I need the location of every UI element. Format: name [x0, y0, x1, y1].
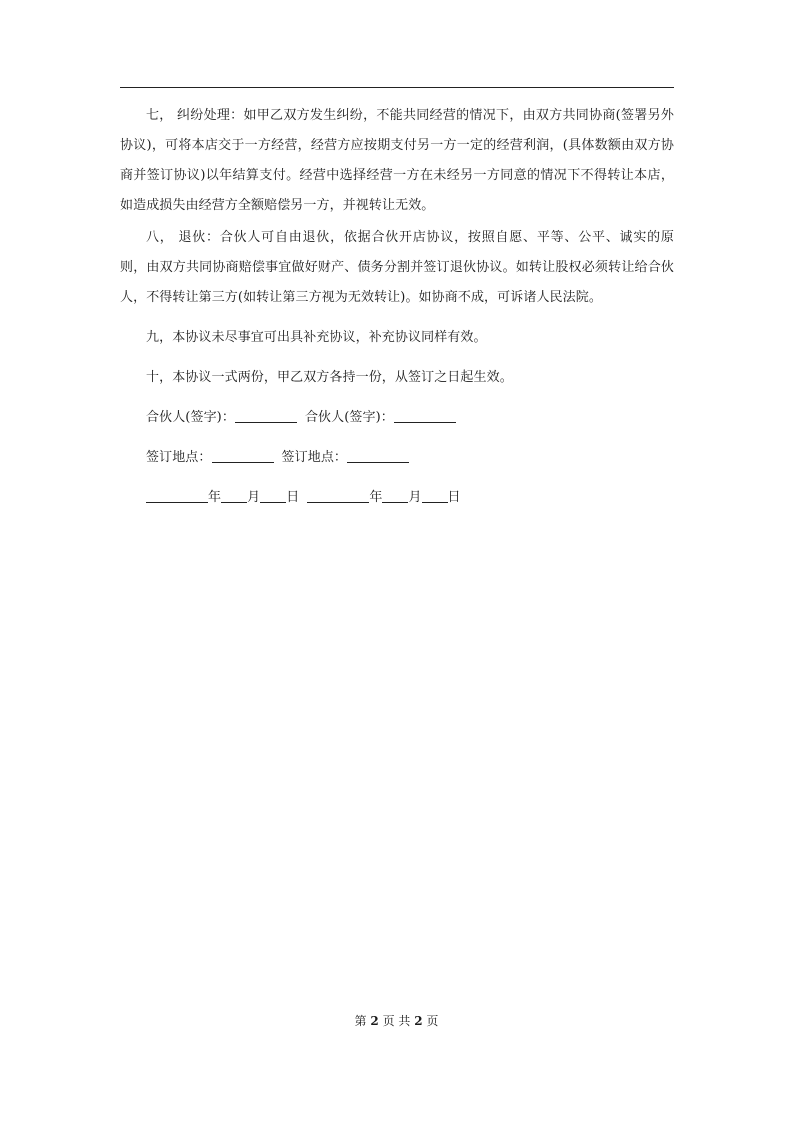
header-rule [120, 87, 674, 88]
place-line [120, 443, 674, 473]
current-page-number: 2 [370, 1014, 379, 1028]
day-char-1: 日 [286, 490, 300, 505]
day-blank-2 [422, 488, 448, 503]
day-blank-1 [260, 488, 286, 503]
footer-prefix: 第 [354, 1014, 367, 1028]
place-label-2: 签订地点： [281, 450, 348, 465]
total-page-number: 2 [414, 1014, 423, 1028]
signature-blank-2 [394, 408, 456, 423]
clause-seven: 七， 纠纷处理：如甲乙双方发生纠纷，不能共同经营的情况下，由双方共同协商(签署另外协议)，可将本店交于一方经营，经营方应按期支付另一方一定的经营利润，(具体数额由双方协商并签订协议)以年结算支付。经营中选择经营一方在未经另一方同意的情况下不得转让本店，如造成损失由经营方全额赔偿另一方，并视转让无效。 [120, 108, 674, 213]
clause-ten: 十，本协议一式两份，甲乙双方各持一份，从签订之日起生效。 [146, 370, 513, 385]
signature-label-1: 合伙人(签字)： [146, 410, 235, 425]
year-blank-1 [146, 488, 208, 503]
document-body [120, 101, 674, 513]
signature-blank-1 [235, 408, 297, 423]
year-char-2: 年 [369, 490, 383, 505]
place-label-1: 签订地点： [146, 450, 212, 465]
year-blank-2 [307, 488, 369, 503]
footer-suffix: 页 [426, 1014, 439, 1028]
signature-label-2: 合伙人(签字)： [304, 410, 394, 425]
month-blank-1 [221, 488, 247, 503]
place-blank-1 [212, 448, 274, 463]
page-footer [0, 1012, 793, 1029]
day-char-2: 日 [447, 490, 461, 505]
signature-line [120, 403, 674, 433]
date-line [120, 483, 674, 513]
year-char-1: 年 [208, 490, 222, 505]
clause-eight: 八， 退伙：合伙人可自由退伙，依据合伙开店协议，按照自愿、平等、公平、诚实的原则，由双方共同协商赔偿事宜做好财产、债务分割并签订退伙协议。如转让股权必须转让给合伙人，不得转让第三方(如转让第三方视为无效转让)。如协商不成，可诉诸人民法院。 [120, 230, 674, 305]
clause-nine: 九，本协议未尽事宜可出具补充协议，补充协议同样有效。 [146, 330, 487, 345]
place-blank-2 [347, 448, 409, 463]
month-char-2: 月 [408, 490, 422, 505]
month-blank-2 [382, 488, 408, 503]
footer-middle: 页 共 [382, 1014, 411, 1028]
month-char-1: 月 [247, 490, 261, 505]
